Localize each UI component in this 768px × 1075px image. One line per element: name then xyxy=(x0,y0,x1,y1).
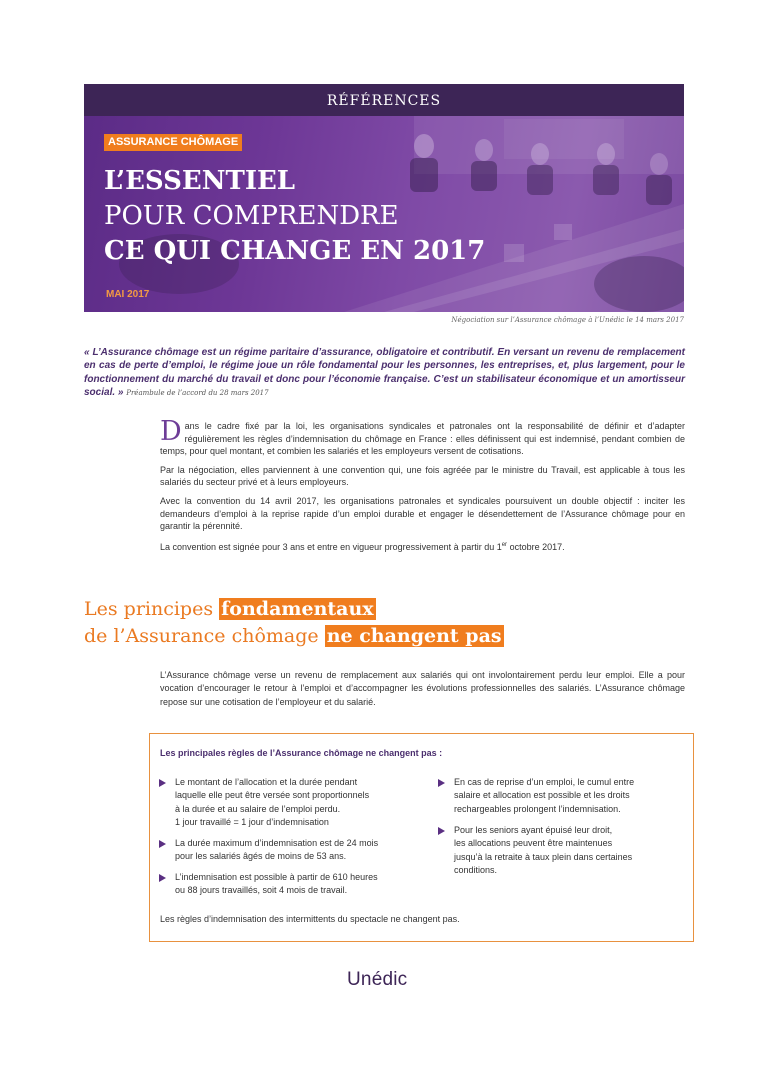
quote-source: Préambule de l’accord du 28 mars 2017 xyxy=(126,389,269,398)
rule-line: 1 jour travaillé = 1 jour d’indemnisation xyxy=(175,816,329,827)
bullet-arrow-icon xyxy=(438,779,445,787)
intro-paragraph-4-end: octobre 2017. xyxy=(507,541,565,552)
rule-line: conditions. xyxy=(454,864,498,875)
quote-text: « L’Assurance chômage est un régime paritaire d’assurance, obligatoire et contributif. En versant un revenu de remplacement en cas de perte d’emploi, le régime joue un rôle fondamental pour les personnes, les entreprises, et, plus largement, pour le fonctionnement du marché du travail et donc pour l’économie française. C’est un stabilisateur économique et un amortisseur social. » xyxy=(84,347,685,399)
intro-paragraph-1 xyxy=(160,416,685,458)
preamble-quote xyxy=(84,346,685,401)
intro-paragraph-1-text: ans le cadre fixé par la loi, les organisations syndicales et patronales ont la responsabilité de définir et d’adapter régulièrement les règles d’indemnisation du chômage en France : elles définissent qui est indemnisé, pendant combien de temps, pour quel montant, et combien les salariés et les employeurs versent de cotisations. xyxy=(160,421,685,457)
rule-line: à la durée et au salaire de l’emploi perdu. xyxy=(175,803,341,814)
rule-item xyxy=(175,776,369,829)
bullet-arrow-icon xyxy=(159,840,166,848)
intro-paragraph-4-start: La convention est signée pour 3 ans et entre en vigueur progressivement à partir du 1 xyxy=(160,541,502,552)
rule-line: Pour les seniors ayant épuisé leur droit, xyxy=(454,825,613,835)
section-title xyxy=(84,596,504,650)
rule-line: La durée maximum d’indemnisation est de 24 mois xyxy=(175,838,379,848)
section-title-highlight-2: ne changent pas xyxy=(326,625,502,647)
references-label: RÉFÉRENCES xyxy=(326,93,442,109)
intro-text xyxy=(160,416,685,559)
section-title-line-1 xyxy=(84,596,504,623)
rule-line: ou 88 jours travaillés, soit 4 mois de travail. xyxy=(175,885,348,896)
ordinal-sup: er xyxy=(501,541,508,548)
cover-banner xyxy=(84,84,684,312)
drop-cap: D xyxy=(160,416,182,447)
rule-line: jusqu’à la retraite à taux plein dans certaines xyxy=(454,851,633,862)
rule-item xyxy=(454,824,632,877)
issue-date: MAI 2017 xyxy=(106,289,150,300)
references-band xyxy=(84,84,684,116)
rule-line: pour les salariés âgés de moins de 53 ans. xyxy=(175,851,347,862)
rule-line: Le montant de l’allocation et la durée pendant xyxy=(175,777,358,787)
intro-paragraph-3: Avec la convention du 14 avril 2017, les organisations patronales et syndicales poursuivent un double objectif : inciter les demandeurs d’emploi à la reprise rapide d’un emploi durable et engager le désendettement de l’Assurance chômage pour en garantir la pérennité. xyxy=(160,495,685,532)
rule-line: salaire et allocation est possible et les droits xyxy=(454,790,630,801)
bullet-arrow-icon xyxy=(438,827,445,835)
section-title-highlight-1: fondamentaux xyxy=(221,598,374,620)
intro-paragraph-4 xyxy=(160,539,685,554)
rule-line: L’indemnisation est possible à partir de 610 heures xyxy=(175,872,378,882)
section-title-line-2 xyxy=(84,623,504,650)
rule-item xyxy=(454,776,634,816)
bullet-arrow-icon xyxy=(159,874,166,882)
bullet-arrow-icon xyxy=(159,779,166,787)
rules-box xyxy=(149,733,694,942)
rules-footer-note: Les règles d’indemnisation des intermittents du spectacle ne changent pas. xyxy=(160,914,460,924)
principles-paragraph: L’Assurance chômage verse un revenu de remplacement aux salariés qui ont involontairement perdu leur emploi. Elle a pour vocation d’encourager le retour à l’emploi et d’accompagner les évolutions professionnelles des salariés. L’Assurance chômage repose sur une cotisation de l’employeur et du salarié. xyxy=(160,670,685,707)
rule-item xyxy=(175,837,378,864)
meeting-photo xyxy=(84,84,684,312)
category-tag: ASSURANCE CHÔMAGE xyxy=(104,134,242,151)
rule-line: rechargeables prolongent l’indemnisation. xyxy=(454,803,621,814)
rule-line: En cas de reprise d’un emploi, le cumul entre xyxy=(454,777,635,787)
rule-item xyxy=(175,871,378,898)
unedic-logo: Unédic xyxy=(347,969,408,990)
section-title-plain-1: Les principes xyxy=(84,598,220,620)
rules-heading: Les principales règles de l’Assurance chômage ne changent pas : xyxy=(160,748,443,758)
section-title-plain-2: de l’Assurance chômage xyxy=(84,625,325,647)
rule-line: les allocations peuvent être maintenues xyxy=(454,838,613,849)
headline-line-1: L’ESSENTIEL xyxy=(104,166,296,196)
rule-line: laquelle elle peut être versée sont proportionnels xyxy=(175,790,370,801)
headline-line-2: POUR COMPRENDRE xyxy=(104,201,399,231)
intro-paragraph-2: Par la négociation, elles parviennent à une convention qui, une fois agréée par le ministre du Travail, est applicable à tous les salariés du secteur privé et à leurs employeurs. xyxy=(160,464,685,488)
headline-line-3: CE QUI CHANGE EN 2017 xyxy=(104,236,486,266)
photo-caption: Négociation sur l’Assurance chômage à l’Unédic le 14 mars 2017 xyxy=(451,316,684,324)
